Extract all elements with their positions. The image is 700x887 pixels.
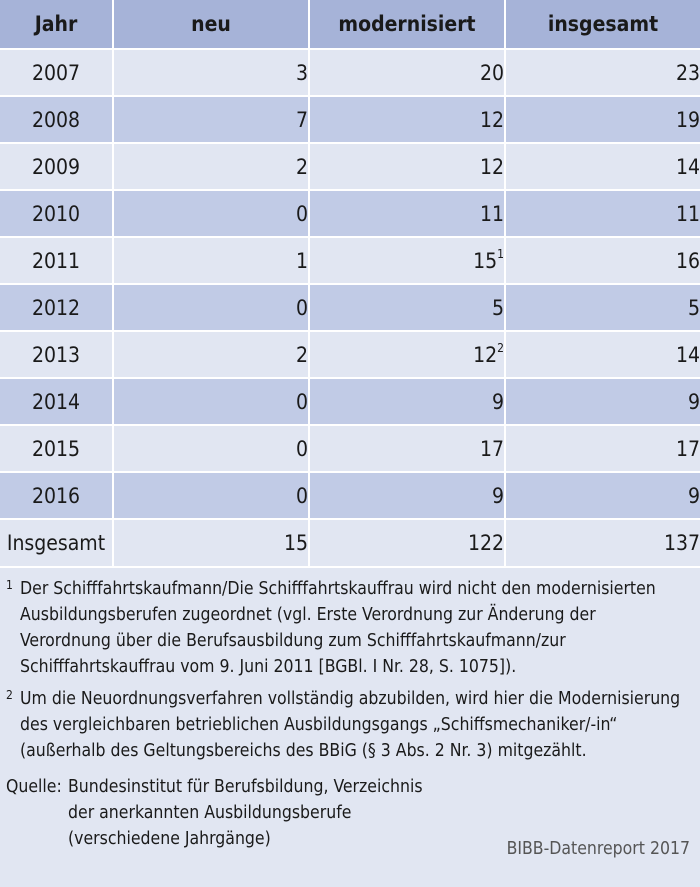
cell-modernisiert-value: 12 xyxy=(473,342,498,367)
cell-modernisiert xyxy=(309,472,505,519)
cell-neu xyxy=(113,143,309,190)
cell-neu-value: 7 xyxy=(295,107,308,132)
cell-jahr xyxy=(0,190,113,237)
cell-insgesamt-value: 19 xyxy=(675,107,700,132)
cell-insgesamt xyxy=(505,378,700,425)
cell-jahr-value: 2014 xyxy=(31,389,81,414)
cell-jahr-value: 2016 xyxy=(31,483,81,508)
cell-insgesamt-value: 17 xyxy=(675,436,700,461)
cell-insgesamt xyxy=(505,143,700,190)
cell-jahr xyxy=(0,143,113,190)
cell-modernisiert-value: 12 xyxy=(479,154,504,179)
cell-insgesamt-value: 14 xyxy=(675,154,700,179)
cell-modernisiert-value: 11 xyxy=(479,201,504,226)
table-row xyxy=(0,331,700,378)
table-row xyxy=(0,237,700,284)
cell-modernisiert xyxy=(309,425,505,472)
footnote-ref: 1 xyxy=(497,246,504,261)
table-row xyxy=(0,190,700,237)
total-modernisiert: 122 xyxy=(309,519,505,567)
cell-modernisiert-value: 15 xyxy=(473,248,498,273)
cell-modernisiert-value: 5 xyxy=(491,295,504,320)
table-row xyxy=(0,378,700,425)
cell-neu-value: 0 xyxy=(295,483,308,508)
table-row xyxy=(0,425,700,472)
cell-neu-value: 2 xyxy=(295,154,308,179)
cell-jahr xyxy=(0,284,113,331)
cell-insgesamt-value: 23 xyxy=(675,60,700,85)
table-body xyxy=(0,49,700,567)
cell-jahr-value: 2007 xyxy=(31,60,81,85)
cell-jahr-value: 2012 xyxy=(31,295,81,320)
cell-jahr xyxy=(0,331,113,378)
cell-modernisiert-value: 9 xyxy=(491,483,504,508)
cell-insgesamt xyxy=(505,190,700,237)
cell-insgesamt-value: 5 xyxy=(687,295,700,320)
cell-jahr-value: 2013 xyxy=(31,342,81,367)
total-neu: 15 xyxy=(113,519,309,567)
table-row xyxy=(0,143,700,190)
cell-modernisiert xyxy=(309,378,505,425)
cell-modernisiert xyxy=(309,237,505,284)
cell-insgesamt xyxy=(505,425,700,472)
table-row xyxy=(0,472,700,519)
source-line: der anerkannten Ausbildungsberufe xyxy=(68,803,352,823)
cell-modernisiert-value: 20 xyxy=(479,60,504,85)
table-header-row xyxy=(0,0,700,49)
cell-jahr-value: 2011 xyxy=(31,248,81,273)
cell-insgesamt xyxy=(505,284,700,331)
cell-neu xyxy=(113,284,309,331)
cell-jahr-value: 2009 xyxy=(31,154,81,179)
cell-jahr-value: 2010 xyxy=(31,201,81,226)
cell-neu xyxy=(113,237,309,284)
cell-modernisiert-value: 9 xyxy=(491,389,504,414)
total-label: Insgesamt xyxy=(0,519,113,567)
header-insgesamt: insgesamt xyxy=(505,0,700,49)
cell-modernisiert xyxy=(309,143,505,190)
cell-neu-value: 3 xyxy=(295,60,308,85)
cell-insgesamt xyxy=(505,237,700,284)
cell-modernisiert xyxy=(309,331,505,378)
cell-neu xyxy=(113,49,309,96)
cell-modernisiert xyxy=(309,284,505,331)
cell-insgesamt xyxy=(505,96,700,143)
header-neu: neu xyxy=(113,0,309,49)
cell-modernisiert-value: 17 xyxy=(479,436,504,461)
footnote-text: Der Schifffahrtskaufmann/Die Schifffahrtskauffrau wird nicht den modernisierten Ausbildungsberufen zugeordnet (vgl. Erste Verordnung zur Änderung der Verordnung über die Berufsausbildung zum Schifffahrtskaufmann/zur Schifffahrtskauffrau vom 9. Juni 2011 [BGBl. I Nr. 28, S. 1075]). xyxy=(20,579,656,677)
total-insgesamt: 137 xyxy=(505,519,700,567)
cell-neu-value: 0 xyxy=(295,436,308,461)
cell-insgesamt-value: 9 xyxy=(687,483,700,508)
cell-jahr xyxy=(0,425,113,472)
header-jahr: Jahr xyxy=(0,0,113,49)
header-modernisiert: modernisiert xyxy=(309,0,505,49)
cell-neu xyxy=(113,378,309,425)
cell-insgesamt-value: 16 xyxy=(675,248,700,273)
report-credit: BIBB-Datenreport 2017 xyxy=(506,839,690,859)
footnote-text: Um die Neuordnungsverfahren vollständig abzubilden, wird hier die Modernisierung des vergleichbaren betrieblichen Ausbildungsgangs „Schiffsmechaniker/-in“ (außerhalb des Geltungsbereichs des BBiG (§ 3 Abs. 2 Nr. 3) mitgezählt. xyxy=(20,689,681,761)
table-total-row xyxy=(0,519,700,567)
cell-jahr xyxy=(0,472,113,519)
cell-jahr-value: 2015 xyxy=(31,436,81,461)
cell-insgesamt xyxy=(505,49,700,96)
cell-modernisiert xyxy=(309,190,505,237)
cell-modernisiert xyxy=(309,49,505,96)
source-line: (verschiedene Jahrgänge) xyxy=(68,829,271,849)
cell-neu-value: 0 xyxy=(295,389,308,414)
cell-neu-value: 2 xyxy=(295,342,308,367)
cell-neu xyxy=(113,472,309,519)
cell-neu xyxy=(113,331,309,378)
cell-insgesamt-value: 11 xyxy=(675,201,700,226)
table-row xyxy=(0,96,700,143)
cell-insgesamt-value: 14 xyxy=(675,342,700,367)
cell-insgesamt xyxy=(505,331,700,378)
cell-neu-value: 0 xyxy=(295,295,308,320)
cell-modernisiert-value: 12 xyxy=(479,107,504,132)
cell-jahr xyxy=(0,96,113,143)
cell-neu-value: 0 xyxy=(295,201,308,226)
cell-insgesamt xyxy=(505,472,700,519)
source-label: Quelle: xyxy=(6,777,62,797)
table-row xyxy=(0,49,700,96)
source-line: Bundesinstitut für Berufsbildung, Verzeichnis xyxy=(68,777,423,797)
footnote-mark: 2 xyxy=(6,688,13,702)
footnote-2 xyxy=(6,686,690,764)
cell-neu-value: 1 xyxy=(295,248,308,273)
footnote-1 xyxy=(6,576,690,680)
cell-insgesamt-value: 9 xyxy=(687,389,700,414)
cell-neu xyxy=(113,425,309,472)
cell-neu xyxy=(113,190,309,237)
cell-jahr xyxy=(0,237,113,284)
table-row xyxy=(0,284,700,331)
footnote-ref: 2 xyxy=(497,340,504,355)
cell-modernisiert xyxy=(309,96,505,143)
cell-jahr-value: 2008 xyxy=(31,107,81,132)
cell-neu xyxy=(113,96,309,143)
cell-jahr xyxy=(0,378,113,425)
cell-jahr xyxy=(0,49,113,96)
footnote-mark: 1 xyxy=(6,578,13,592)
